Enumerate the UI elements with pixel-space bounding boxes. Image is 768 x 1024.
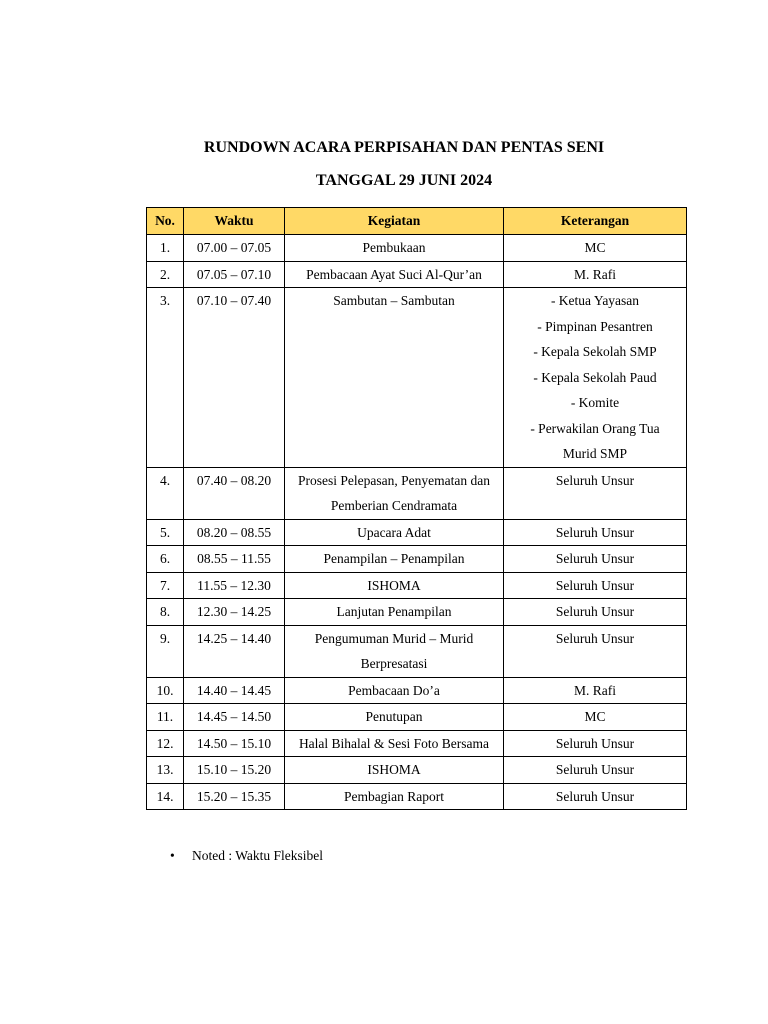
keterangan-line: Seluruh Unsur [555, 472, 635, 488]
keterangan-line: - Kepala Sekolah SMP [533, 344, 657, 359]
cell-kegiatan: Pengumuman Murid – Murid Berpresatasi [285, 625, 504, 677]
keterangan-line: Seluruh Unsur [555, 524, 635, 540]
cell-waktu: 08.20 – 08.55 [184, 519, 285, 546]
cell-waktu: 14.50 – 15.10 [184, 730, 285, 757]
cell-waktu: 14.45 – 14.50 [184, 704, 285, 731]
cell-kegiatan: ISHOMA [285, 757, 504, 784]
cell-no: 8. [147, 599, 184, 626]
cell-kegiatan: Upacara Adat [285, 519, 504, 546]
table-row [147, 677, 687, 704]
cell-kegiatan: Lanjutan Penampilan [285, 599, 504, 626]
note [170, 848, 323, 864]
table-row [147, 783, 687, 810]
cell-waktu: 11.55 – 12.30 [184, 572, 285, 599]
keterangan-line: M. Rafi [574, 682, 616, 698]
table-row [147, 467, 687, 519]
header-waktu: Waktu [184, 208, 285, 235]
cell-keterangan [504, 235, 687, 262]
cell-no: 11. [147, 704, 184, 731]
cell-no: 5. [147, 519, 184, 546]
table-row [147, 704, 687, 731]
cell-waktu: 07.10 – 07.40 [184, 288, 285, 468]
document-date: TANGGAL 29 JUNI 2024 [315, 172, 493, 189]
cell-waktu: 08.55 – 11.55 [184, 546, 285, 573]
table-row [147, 519, 687, 546]
cell-no: 6. [147, 546, 184, 573]
cell-kegiatan: Halal Bihalal & Sesi Foto Bersama [285, 730, 504, 757]
table-row [147, 730, 687, 757]
keterangan-line: Seluruh Unsur [555, 551, 635, 566]
cell-kegiatan: Penampilan – Penampilan [285, 546, 504, 573]
keterangan-line: Seluruh Unsur [555, 577, 635, 593]
cell-kegiatan: Penutupan [285, 704, 504, 731]
table-row [147, 625, 687, 677]
keterangan-line: - Pimpinan Pesantren [537, 318, 653, 334]
cell-no: 13. [147, 757, 184, 784]
cell-keterangan [504, 783, 687, 810]
keterangan-line: Seluruh Unsur [555, 630, 635, 646]
cell-keterangan [504, 677, 687, 704]
keterangan-line: - Komite [570, 395, 620, 410]
keterangan-line: Murid SMP [562, 446, 628, 461]
cell-kegiatan: Pembacaan Ayat Suci Al-Qur’an [285, 261, 504, 288]
cell-keterangan [504, 467, 687, 519]
document-title: RUNDOWN ACARA PERPISAHAN DAN PENTAS SENI [203, 139, 605, 156]
cell-kegiatan: Prosesi Pelepasan, Penyematan dan Pemberian Cendramata [285, 467, 504, 519]
cell-waktu: 14.40 – 14.45 [184, 677, 285, 704]
cell-no: 7. [147, 572, 184, 599]
table-row [147, 235, 687, 262]
table-row [147, 757, 687, 784]
cell-no: 1. [147, 235, 184, 262]
cell-waktu: 07.00 – 07.05 [184, 235, 285, 262]
header-no: No. [147, 208, 184, 235]
cell-no: 2. [147, 261, 184, 288]
cell-kegiatan: ISHOMA [285, 572, 504, 599]
header-kegiatan: Kegiatan [285, 208, 504, 235]
cell-keterangan [504, 261, 687, 288]
keterangan-line: M. Rafi [574, 266, 616, 282]
cell-keterangan [504, 519, 687, 546]
cell-waktu: 15.10 – 15.20 [184, 757, 285, 784]
cell-waktu: 15.20 – 15.35 [184, 783, 285, 810]
table-row [147, 599, 687, 626]
table-body [147, 235, 687, 810]
keterangan-line: MC [584, 709, 606, 724]
keterangan-line: - Perwakilan Orang Tua [530, 420, 660, 436]
cell-keterangan [504, 704, 687, 731]
cell-no: 10. [147, 677, 184, 704]
table-header [147, 208, 687, 235]
table-row [147, 546, 687, 573]
cell-keterangan [504, 599, 687, 626]
keterangan-line: - Kepala Sekolah Paud [533, 369, 657, 385]
cell-keterangan [504, 546, 687, 573]
cell-kegiatan: Pembagian Raport [285, 783, 504, 810]
cell-waktu: 14.25 – 14.40 [184, 625, 285, 677]
keterangan-line: - Ketua Yayasan [550, 293, 640, 308]
keterangan-line: MC [584, 240, 606, 255]
cell-no: 14. [147, 783, 184, 810]
cell-no: 9. [147, 625, 184, 677]
bullet-icon: • [170, 848, 175, 863]
rundown-table [146, 207, 687, 810]
note-text: Noted : Waktu Fleksibel [192, 848, 324, 863]
cell-keterangan [504, 625, 687, 677]
cell-keterangan [504, 288, 687, 468]
cell-waktu: 12.30 – 14.25 [184, 599, 285, 626]
cell-waktu: 07.40 – 08.20 [184, 467, 285, 519]
keterangan-line: Seluruh Unsur [555, 604, 635, 619]
table-row [147, 288, 687, 468]
cell-keterangan [504, 730, 687, 757]
cell-no: 12. [147, 730, 184, 757]
cell-no: 4. [147, 467, 184, 519]
table-row [147, 572, 687, 599]
keterangan-line: Seluruh Unsur [555, 735, 635, 751]
keterangan-line: Seluruh Unsur [555, 788, 635, 804]
cell-waktu: 07.05 – 07.10 [184, 261, 285, 288]
cell-kegiatan: Pembukaan [285, 235, 504, 262]
cell-keterangan [504, 572, 687, 599]
cell-no: 3. [147, 288, 184, 468]
header-keterangan: Keterangan [504, 208, 687, 235]
cell-keterangan [504, 757, 687, 784]
header-row [147, 208, 687, 235]
keterangan-line: Seluruh Unsur [555, 762, 635, 777]
cell-kegiatan: Sambutan – Sambutan [285, 288, 504, 468]
table-row [147, 261, 687, 288]
cell-kegiatan: Pembacaan Do’a [285, 677, 504, 704]
